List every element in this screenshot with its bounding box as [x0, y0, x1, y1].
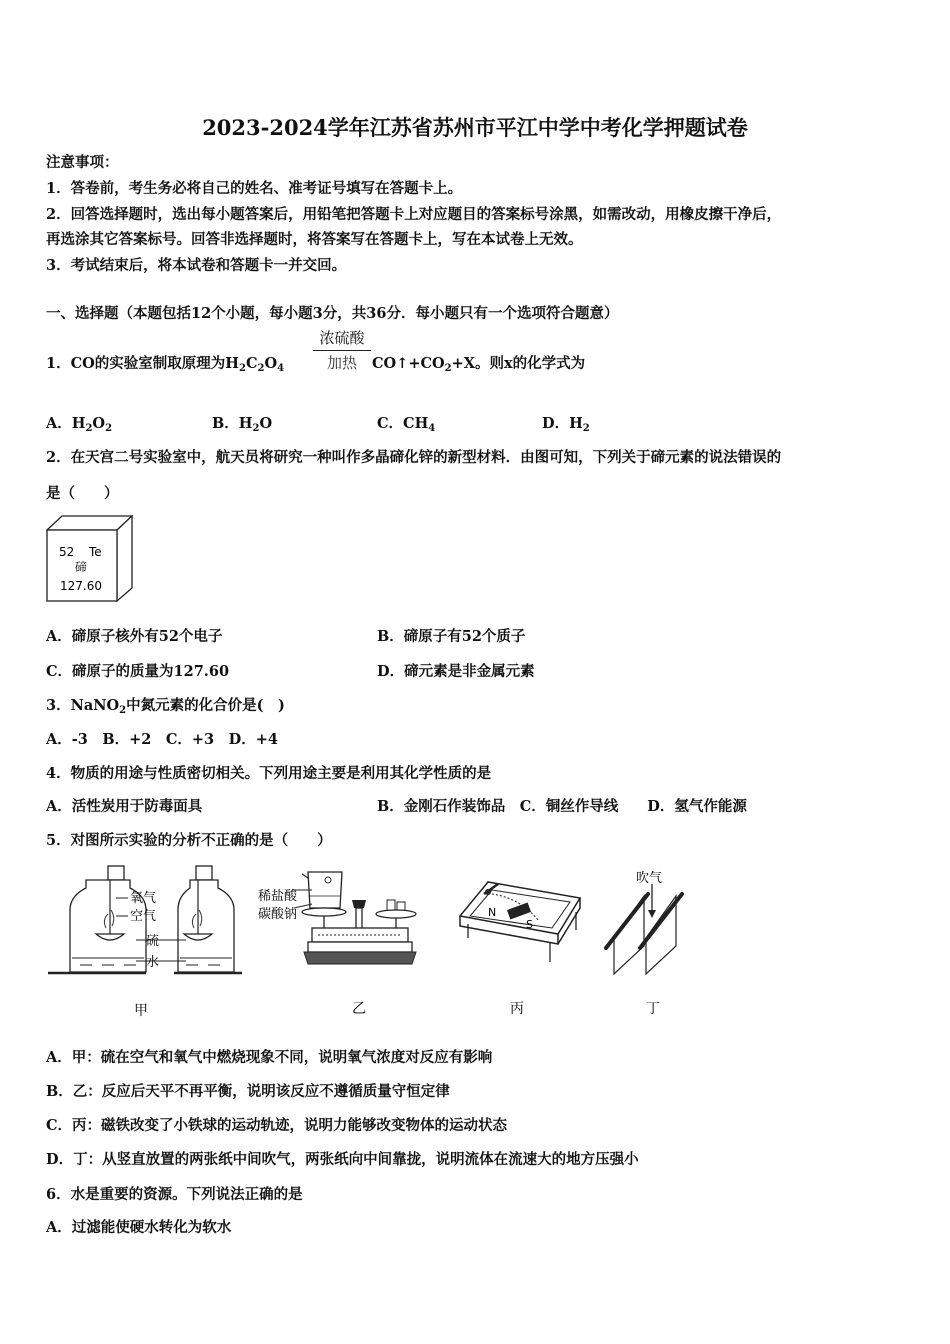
section-heading: 一、选择题（本题包括12个小题，每小题3分，共36分．每小题只有一个选项符合题意）	[46, 305, 619, 322]
q4-stem: 4．物质的用途与性质密切相关。下列用途主要是利用其化学性质的是	[46, 765, 492, 782]
label-water: 水	[146, 955, 160, 970]
experiment-bing-figure	[458, 880, 588, 1020]
q1-option-d[interactable]: D．$H_2$	[542, 415, 590, 434]
notice-item-3: 3．考试结束后，将本试卷和答题卡一并交回。	[46, 257, 347, 274]
q2-option-c[interactable]: C．碲原子的质量为127.60	[46, 663, 230, 680]
notice-item-2: 2．回答选择题时，选出每小题答案后，用铅笔把答题卡上对应题目的答案标号涂黑，如需改动，用橡皮擦干净后，	[46, 206, 782, 223]
label-sulfur: 硫	[146, 934, 160, 949]
element-name: 碲	[75, 560, 88, 574]
label-air: 空气	[130, 909, 157, 924]
caption-jia: 甲	[134, 1003, 148, 1019]
page-title: 2023-2024学年江苏省苏州市平江中学中考化学押题试卷	[202, 115, 748, 140]
q1-option-b[interactable]: B．$H_2O$	[212, 415, 273, 434]
caption-bing: 丙	[510, 1001, 524, 1017]
caption-ding: 丁	[646, 1001, 660, 1017]
q2-stem-line1: 2．在天宫二号实验室中，航天员将研究一种叫作多晶碲化锌的新型材料．由图可知，下列关于碲元素的说法错误的	[46, 449, 782, 466]
element-number: 52	[59, 545, 75, 559]
label-oxygen: 氧气	[130, 891, 157, 906]
element-symbol: Te	[89, 545, 102, 559]
q2-option-d[interactable]: D．碲元素是非金属元素	[377, 663, 535, 680]
condition-heat: 加热	[326, 354, 357, 372]
reaction-condition	[313, 328, 371, 373]
q5-option-a[interactable]: A．甲：硫在空气和氧气中燃烧现象不同，说明氧气浓度对反应有影响	[46, 1049, 493, 1066]
label-acid: 稀盐酸	[258, 889, 298, 904]
q2-option-a[interactable]: A．碲原子核外有52个电子	[46, 628, 223, 645]
q1-option-c[interactable]: C．$CH_4$	[377, 415, 436, 434]
q2-option-b[interactable]: B．碲原子有52个质子	[377, 628, 526, 645]
notice-item-2-cont: 再选涂其它答案标号。回答非选择题时，将答案写在答题卡上，写在本试卷上无效。	[46, 231, 583, 248]
experiment-yi-figure	[252, 864, 422, 1024]
q3-stem: 3．NaNO$_2$中氮元素的化合价是( )	[46, 697, 285, 716]
notice-heading: 注意事项：	[46, 154, 119, 171]
q5-option-d[interactable]: D．丁：从竖直放置的两张纸中间吹气，两张纸向中间靠拢，说明流体在流速大的地方压强小	[46, 1151, 639, 1168]
experiment-ding-figure	[600, 866, 710, 1020]
q1-option-a[interactable]: A．$H_2O_2$	[46, 415, 113, 434]
label-carbonate: 碳酸钠	[258, 907, 298, 922]
q5-option-b[interactable]: B．乙：反应后天平不再平衡，说明该反应不遵循质量守恒定律	[46, 1083, 450, 1100]
q2-stem-line2: 是（ ）	[46, 485, 119, 502]
caption-yi: 乙	[352, 1001, 366, 1017]
element-mass: 127.60	[60, 579, 102, 593]
element-cell-figure	[46, 515, 136, 603]
q6-option-a[interactable]: A．过滤能使硬水转化为软水	[46, 1219, 232, 1236]
q3-options[interactable]: A．-3 B．+2 C．+3 D．+4	[46, 731, 278, 748]
condition-catalyst: 浓硫酸	[319, 329, 365, 347]
label-blow: 吹气	[636, 871, 663, 886]
q1-stem-right: $CO↑+CO_2+X$。则x的化学式为	[372, 355, 586, 374]
q6-stem: 6．水是重要的资源。下列说法正确的是	[46, 1186, 303, 1203]
q5-option-c[interactable]: C．丙：磁铁改变了小铁球的运动轨迹，说明力能够改变物体的运动状态	[46, 1117, 508, 1134]
label-magnet-n: N	[488, 906, 497, 919]
q4-option-a[interactable]: A．活性炭用于防毒面具	[46, 798, 203, 815]
q4-options-bcd[interactable]: B．金刚石作装饰品 C．铜丝作导线 D．氢气作能源	[377, 798, 747, 815]
reaction-arrow-line	[313, 350, 371, 351]
experiment-jia-figure	[46, 862, 246, 1022]
label-magnet-s: S	[526, 918, 533, 931]
q5-stem: 5．对图所示实验的分析不正确的是（ ）	[46, 832, 332, 849]
notice-item-1: 1．答卷前，考生务必将自己的姓名、准考证号填写在答题卡上。	[46, 180, 463, 197]
q1-stem-left: 1．CO的实验室制取原理为$H_2C_2O_4$	[46, 355, 285, 374]
